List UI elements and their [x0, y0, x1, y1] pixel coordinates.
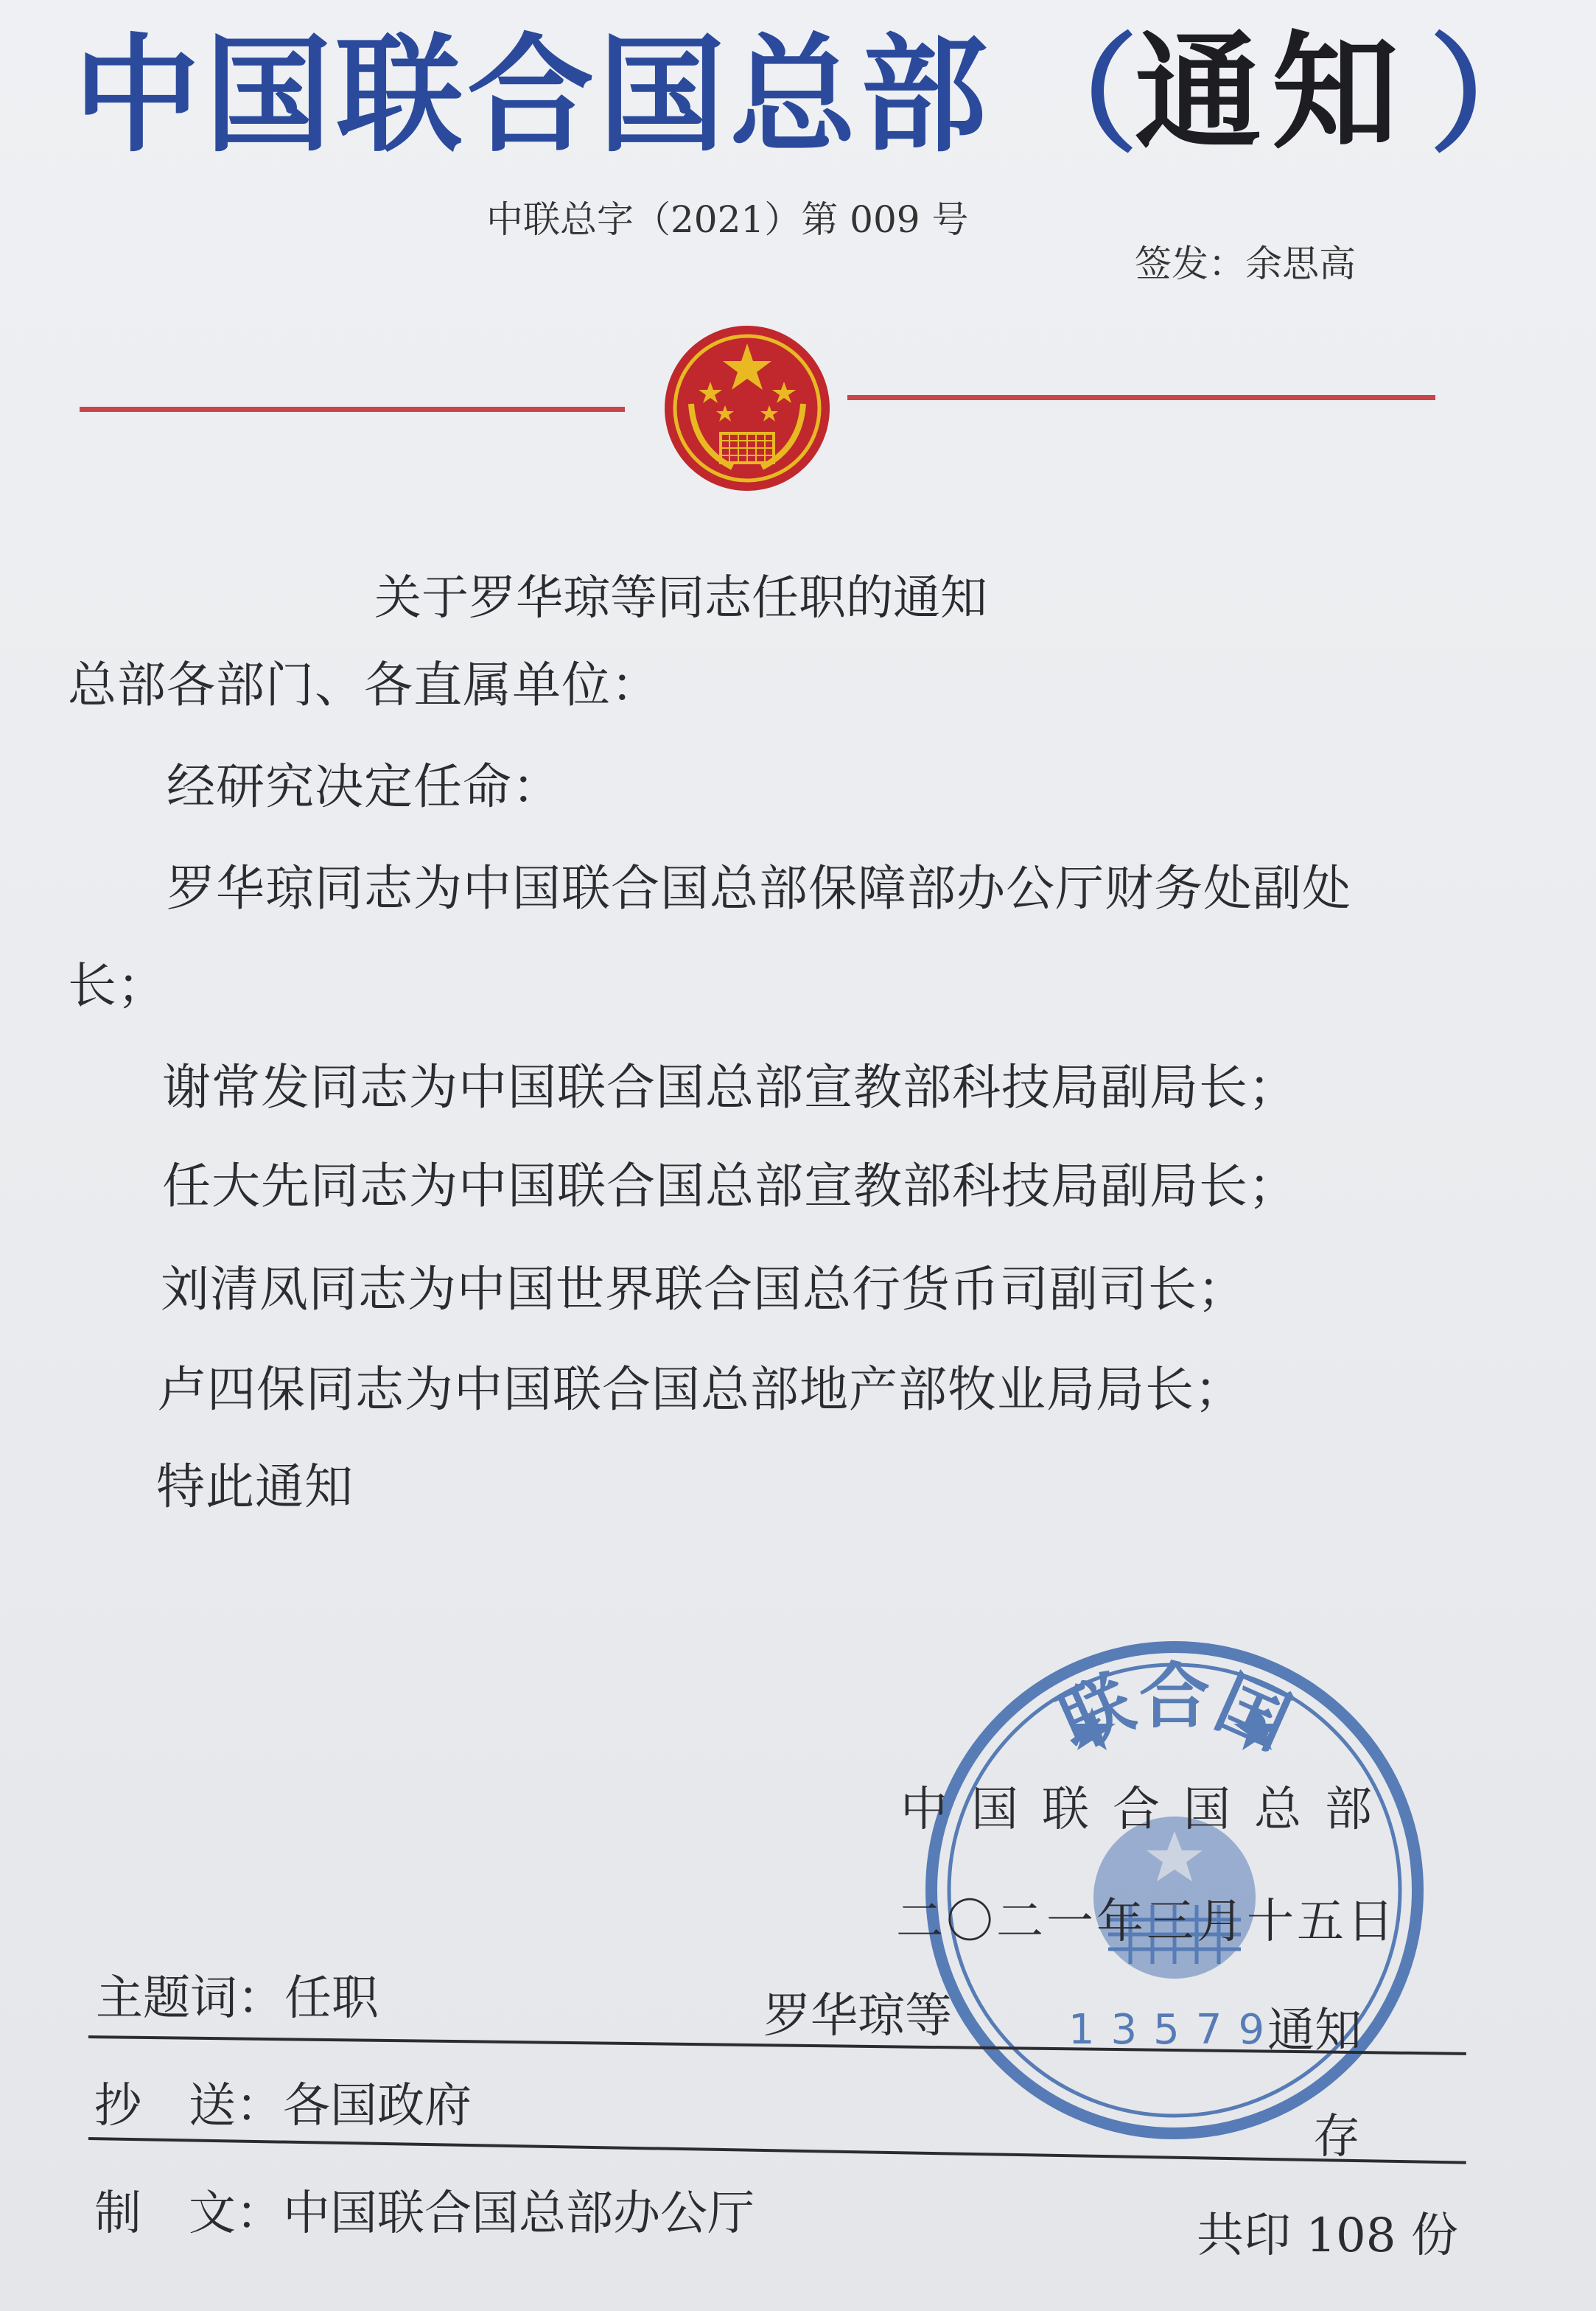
header-title-type: 通知 [1135, 18, 1409, 167]
signature-date: 二〇二一年三月十五日 [896, 1895, 1397, 1949]
header-paren-close: ） [1429, 21, 1556, 169]
closing-text: 特此通知 [156, 1458, 354, 1515]
intro-text: 经研究决定任命： [167, 758, 561, 815]
copies-count: 共印 108 份 [1197, 2209, 1458, 2263]
svg-text:联合国 [1047, 1655, 1302, 1765]
appointment-2: 谢常发同志为中国联合国总部宣教部科技局副局长； [162, 1059, 1298, 1116]
notice-title: 关于罗华琼等同志任职的通知 [374, 571, 987, 626]
issuer: 制 文：中国联合国总部办公厅 [94, 2186, 755, 2241]
document-number: 中联总字（2021）第 009 号 [486, 198, 969, 241]
header-title-org: 中国联合国总部 [74, 21, 992, 169]
cc-recipients: 抄 送：各国政府 [94, 2079, 472, 2133]
appointment-3: 任大先同志为中国联合国总部宣教部科技局副局长； [162, 1158, 1298, 1214]
addressee: 总部各部门、各直属单位： [68, 657, 660, 713]
appointment-5: 卢四保同志为中国联合国总部地产部牧业局局长； [158, 1361, 1244, 1418]
signature-org: 中国联合国总部 [900, 1783, 1396, 1837]
subject-words-right: 通知 [1267, 2004, 1362, 2058]
subject-words-middle: 罗华琼等 [763, 1989, 952, 2043]
seal-numbers: 13579 [1068, 2006, 1281, 2054]
emblem-icon [662, 323, 833, 494]
appointment-4: 刘清凤同志为中国世界联合国总行货币司副司长； [161, 1261, 1247, 1318]
appointment-1-cont: 长； [68, 957, 167, 1014]
subject-words: 主题词：任职 [96, 1971, 379, 2026]
red-rule-right [847, 395, 1435, 400]
cc-right: 存 [1313, 2110, 1360, 2164]
header-paren-open: （ [1011, 21, 1138, 169]
appointment-1: 罗华琼同志为中国联合国总部保障部办公厅财务处副处 [167, 860, 1351, 917]
signer: 签发：余思高 [1135, 242, 1356, 285]
red-rule-left [80, 407, 625, 412]
seal-top-text: 联合国 [1046, 1655, 1303, 1766]
